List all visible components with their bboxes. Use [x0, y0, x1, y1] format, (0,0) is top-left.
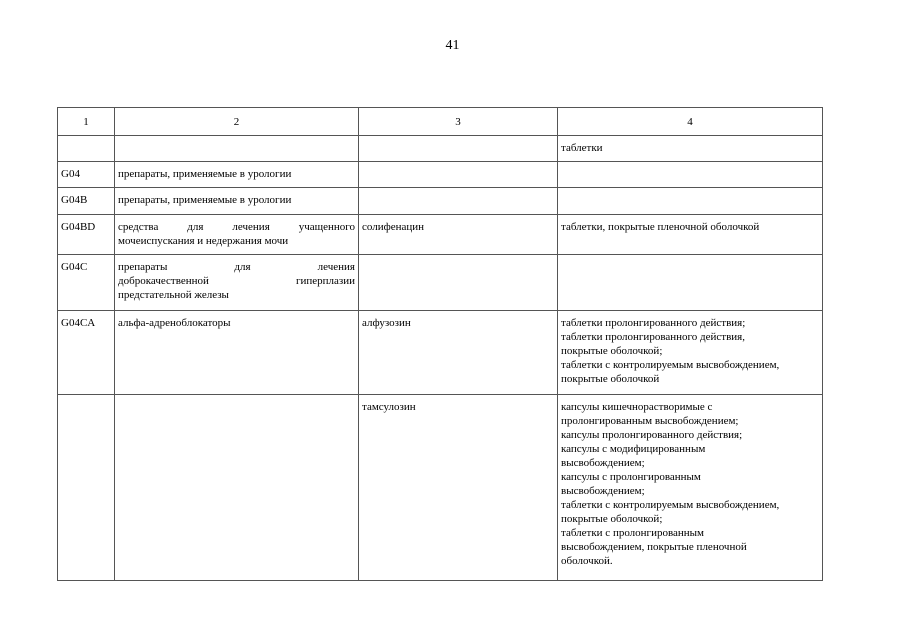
- dosage-form-cell: [558, 162, 823, 188]
- atc-code-cell: G04B: [58, 188, 115, 215]
- drug-name-cell: алфузозин: [359, 311, 558, 395]
- description-line: предстательной железы: [118, 289, 229, 301]
- atc-code-cell: G04: [58, 162, 115, 188]
- dosage-form-cell: [558, 395, 823, 581]
- dosage-form-line: таблетки пролонгированного действия,: [561, 331, 745, 343]
- drug-name-cell: [359, 162, 558, 188]
- dosage-form-line: оболочкой.: [561, 555, 613, 567]
- table-row: [58, 311, 823, 395]
- dosage-form-cell: [558, 311, 823, 395]
- dosage-form-line: покрытые оболочкой: [561, 373, 660, 385]
- dosage-form-line: высвобождением, покрытые пленочной: [561, 541, 747, 553]
- dosage-form-line: капсулы с модифицированным: [561, 443, 706, 455]
- atc-code-cell: G04BD: [58, 215, 115, 255]
- atc-code-cell: [58, 136, 115, 162]
- table-row: [58, 215, 823, 255]
- dosage-form-cell: [558, 136, 823, 162]
- description-cell: [115, 255, 359, 311]
- description-cell: [115, 395, 359, 581]
- description-line: препараты для лечения: [118, 261, 355, 273]
- dosage-form-line: высвобождением;: [561, 457, 645, 469]
- dosage-form-line: пролонгированным высвобождением;: [561, 415, 739, 427]
- description-cell: [115, 311, 359, 395]
- description-cell: [115, 136, 359, 162]
- drug-name-cell: тамсулозин: [359, 395, 558, 581]
- table-row: [58, 162, 823, 188]
- table-row: [58, 188, 823, 215]
- dosage-form-cell: [558, 215, 823, 255]
- atc-code-cell: G04CA: [58, 311, 115, 395]
- dosage-form-line: таблетки с контролируемым высвобождением,: [561, 499, 780, 511]
- description-line: препараты, применяемые в урологии: [118, 168, 292, 180]
- description-line: препараты, применяемые в урологии: [118, 194, 292, 206]
- dosage-form-cell: [558, 188, 823, 215]
- description-cell: [115, 188, 359, 215]
- drug-name-cell: солифенацин: [359, 215, 558, 255]
- drug-name-cell: [359, 136, 558, 162]
- atc-code-cell: [58, 395, 115, 581]
- dosage-form-cell: [558, 255, 823, 311]
- page-number: 41: [445, 38, 460, 53]
- header-cell-2: 2: [115, 108, 359, 136]
- table-row: [58, 255, 823, 311]
- description-line: средства для лечения учащенного: [118, 221, 355, 233]
- drug-table: [57, 107, 823, 581]
- dosage-form-line: высвобождением;: [561, 485, 645, 497]
- dosage-form-line: таблетки, покрытые пленочной оболочкой: [561, 221, 760, 233]
- description-cell: [115, 215, 359, 255]
- table-row: [58, 395, 823, 581]
- dosage-form-line: таблетки с пролонгированным: [561, 527, 705, 539]
- dosage-form-line: таблетки с контролируемым высвобождением,: [561, 359, 780, 371]
- description-line: доброкачественной гиперплазии: [118, 275, 355, 287]
- description-cell: [115, 162, 359, 188]
- description-line: альфа-адреноблокаторы: [118, 317, 231, 329]
- dosage-form-line: капсулы кишечнорастворимые с: [561, 401, 713, 413]
- atc-code-cell: G04C: [58, 255, 115, 311]
- dosage-form-line: покрытые оболочкой;: [561, 345, 663, 357]
- table-row: [58, 136, 823, 162]
- dosage-form-line: таблетки: [561, 142, 603, 154]
- header-cell-3: 3: [359, 108, 558, 136]
- dosage-form-line: таблетки пролонгированного действия;: [561, 317, 746, 329]
- dosage-form-line: покрытые оболочкой;: [561, 513, 663, 525]
- header-cell-1: 1: [58, 108, 115, 136]
- dosage-form-line: капсулы с пролонгированным: [561, 471, 701, 483]
- table-header-row: [58, 108, 823, 136]
- dosage-form-line: капсулы пролонгированного действия;: [561, 429, 743, 441]
- drug-name-cell: [359, 255, 558, 311]
- description-line: мочеиспускания и недержания мочи: [118, 235, 289, 247]
- header-cell-4: 4: [558, 108, 823, 136]
- drug-name-cell: [359, 188, 558, 215]
